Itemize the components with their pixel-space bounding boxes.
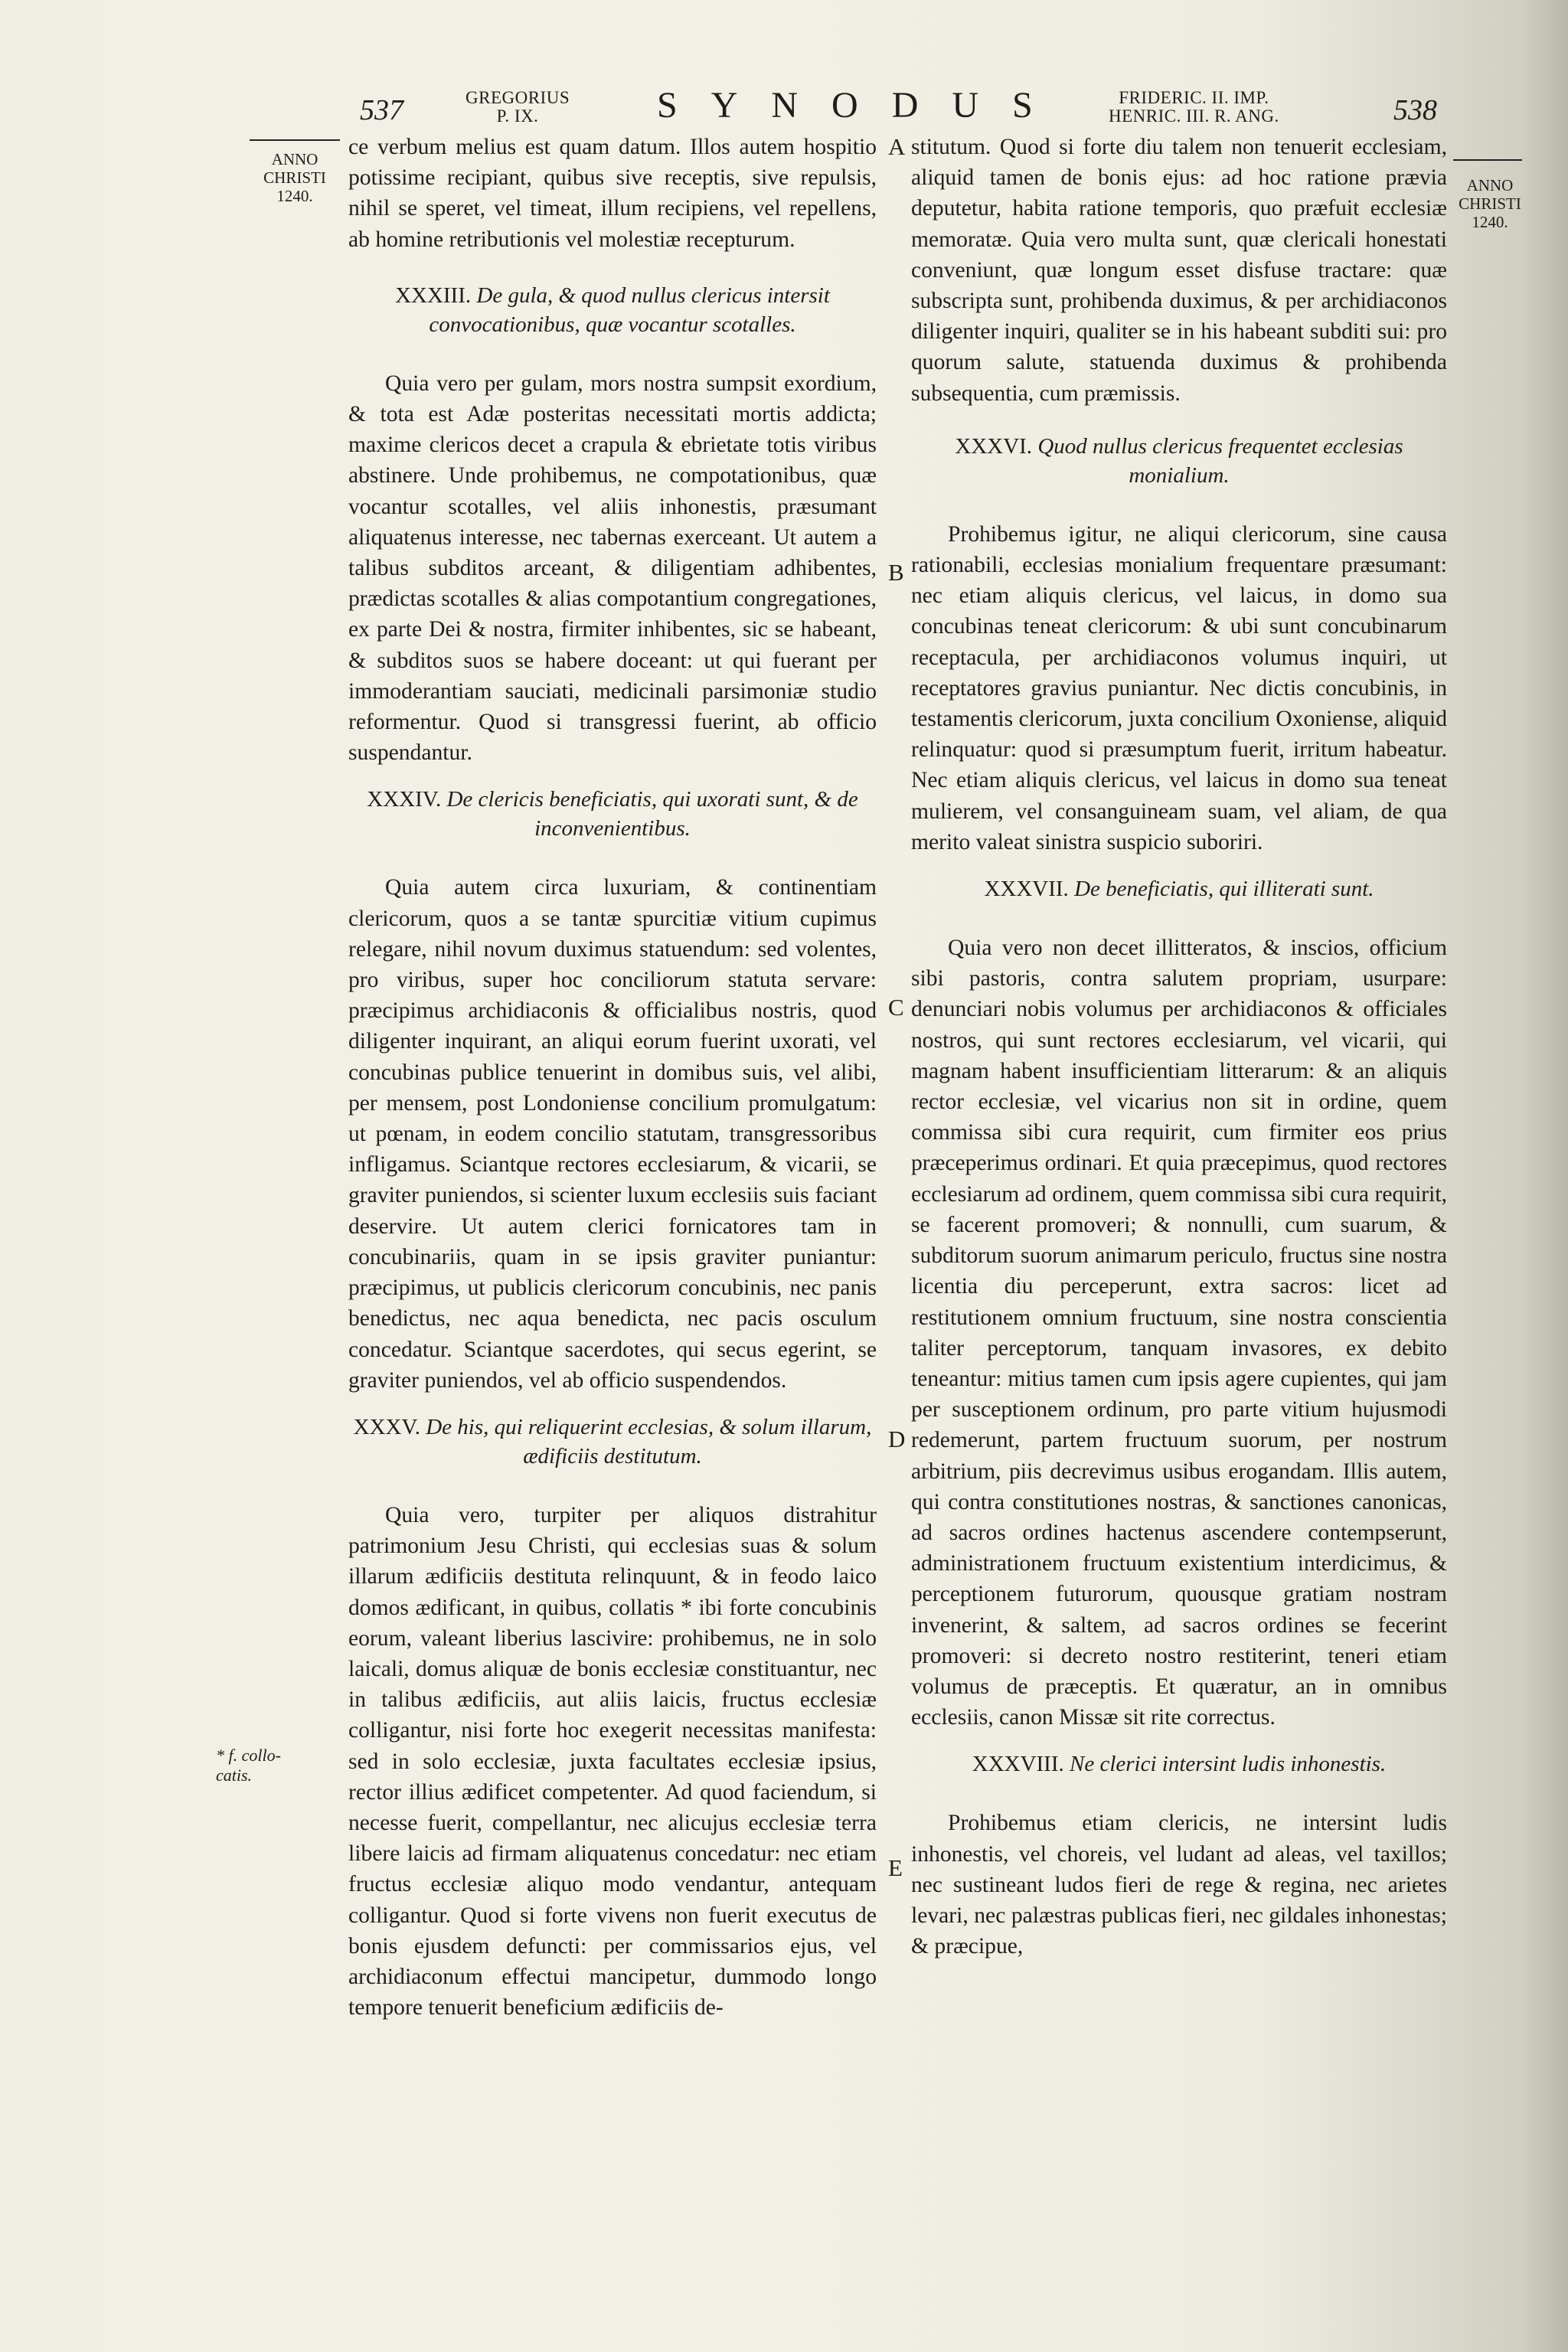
- chapter-body-35: Quia vero, turpiter per aliquos distrahitur patrimonium Jesu Christi, qui ecclesias suas & solum illarum ædificiis destituta relinquunt, & in feodo laico domos ædificant, in quibus, collatis * ibi forte concubinis eorum, valeant liberius lascivire: prohibemus, ne in solo laicali, domus aliquæ de bonis ecclesiæ constituantur, nec in talibus ædificiis, aut aliis laicis, fructus ecclesiæ colligantur, nisi forte hoc exegerit necessitas manifesta: sed in solo ecclesiæ, juxta facultates ecclesiæ ipsius, rector illius ædificet competenter. Ad quod faciendum, si necesse fuerit, compellantur, nec alicujus ecclesiæ terra libere laicis ad firmam aliquatenus concedatur: nec etiam fructus ecclesiæ aliquo modo vendantur, antequam colligantur. Quod si forte vivens non fuerit executus de bonis ejusdem defuncti: per commissarios ejus, vel archidiaconum effectui mancipetur, dummodo longo tempore tenuerit beneficium ædificiis de-: [348, 1502, 877, 2020]
- section-letter-e: E: [888, 1854, 903, 1881]
- margin-anno: ANNO: [1466, 176, 1514, 194]
- marginal-note-line: catis.: [216, 1766, 253, 1785]
- chapter-body-36: Prohibemus igitur, ne aliqui clericorum, sine causa rationabili, ecclesias monialium frequentare præsumant: nec etiam aliquis clericus, vel laicus, in domo sua concubinas teneat clericorum: & ubi sunt concubinarum receptacula, per archidiaconos volumus inquiri, ut receptatores gravius puniantur. Nec dictis concubinis, in testamentis clericorum, juxta concilium Oxoniense, aliquid relinquatur: quod si præsumptum fuerit, irritum habeatur. Nec etiam aliquis clericus, vel laicus in domo sua teneat mulierem, vel consanguineam suam, vel aliam, de qua merito valeat sinistra suspicio suboriri.: [911, 521, 1447, 854]
- header-pope-number: P. IX.: [496, 106, 539, 126]
- running-header: [0, 83, 1568, 138]
- header-pope-name: GREGORIUS: [466, 88, 570, 107]
- chapter-heading-38: [911, 1749, 1447, 1779]
- header-pope: [466, 89, 570, 126]
- chapter-body-33: Quia vero per gulam, mors nostra sumpsit exordium, & tota est Adæ posteritas necessitati mortis addicta; maxime clericos decet a crapula & ebrietate totis viribus abstinere. Unde prohibemus, ne compotationibus, quæ vocantur scotalles, vel aliis inhonestis, præsumant aliquatenus interesse, nec tabernas exerceant. Ut autem a talibus subditos arceant, & diligentiam adhibentes, prædictas scotalles & alias compotantium congregationes, ex parte Dei & nostra, firmiter inhibentes, sic se habeant, & subditos suos se habere doceant: ut qui fuerant per immoderantiam sauciati, medicinali parsimoniæ studio reformentur. Quod si transgressi fuerint, ab officio suspendantur.: [348, 371, 877, 766]
- year-margin-left: [250, 150, 340, 205]
- chapter-heading-34: [348, 785, 877, 843]
- chapter-title: De clericis beneficiatis, qui uxorati sunt, & de inconvenientibus.: [446, 787, 858, 841]
- chapter-title: De gula, & quod nullus clericus intersit convocationibus, quæ vocantur scotalles.: [429, 283, 830, 337]
- section-letter-d: D: [888, 1426, 906, 1452]
- margin-rule-left: [250, 139, 340, 141]
- section-letter-c: C: [888, 994, 904, 1021]
- page-number-right: 538: [1393, 94, 1437, 126]
- margin-anno: ANNO: [271, 150, 318, 168]
- chapter-number: XXXIV.: [367, 787, 442, 812]
- chapter-number: XXXV.: [353, 1414, 420, 1439]
- chapter-title: Ne clerici intersint ludis inhonestis.: [1070, 1752, 1387, 1777]
- margin-christi: CHRISTI: [263, 168, 326, 187]
- header-title: SYNODUS: [657, 85, 1067, 126]
- chapter-heading-33: [348, 281, 877, 339]
- continued-text: stitutum. Quod si forte diu talem non tenuerit ecclesiam, aliquid tamen de bonis ejus: ad hoc ratione prævia deputetur, habita ratione temporis, quo præfuit ecclesiæ memoratæ. Quia vero multa sunt, quæ clericali honestati conveniunt, quæ longum esset disfuse tractare: quæ subscripta sunt, prohibenda duximus, & per archidiaconos diligenter inquiri, qualiter se in his habeant subditi sui: pro quorum salute, statuenda duximus & prohibenda subsequentia, cum præmissis.: [911, 135, 1447, 406]
- section-letter-b: B: [888, 559, 904, 586]
- chapter-heading-36: [911, 432, 1447, 490]
- section-letter-a: A: [888, 133, 906, 160]
- page-number-left: 537: [360, 94, 403, 126]
- chapter-number: XXXIII.: [395, 283, 472, 308]
- marginal-note-line: * f. collo-: [216, 1746, 281, 1765]
- chapter-title: De beneficiatis, qui illiterati sunt.: [1074, 877, 1374, 902]
- right-column: [911, 132, 1447, 1962]
- chapter-body-38: Prohibemus etiam clericis, ne intersint ludis inhonestis, vel choreis, vel ludant ad aleas, vel taxillos; nec sustineant ludos fieri de rege & regina, nec arietes levari, nec palæstras publicas fieri, nec gildales inhonestas; & præcipue,: [911, 1811, 1447, 1959]
- chapter-number: XXXVI.: [955, 433, 1033, 459]
- continued-text: ce verbum melius est quam datum. Illos autem hospitio potissime recipiant, quibus sive receptis, sive repulsis, nihil se speret, vel timeat, illum recipiens, vel repellens, ab homine retributionis vel molestiæ recepturum.: [348, 135, 877, 252]
- left-column: [348, 132, 877, 2023]
- margin-year: 1240.: [1472, 213, 1508, 231]
- header-emperor: FRIDERIC. II. IMP.: [1119, 88, 1269, 107]
- margin-year: 1240.: [276, 187, 313, 205]
- chapter-title: Quod nullus clericus frequentet ecclesias monialium.: [1037, 433, 1403, 488]
- header-rulers: [1109, 89, 1279, 126]
- marginal-note: [216, 1746, 281, 1785]
- chapter-heading-35: [348, 1413, 877, 1471]
- year-margin-right: [1453, 176, 1527, 231]
- chapter-title: De his, qui reliquerint ecclesias, & solum illarum, ædificiis destitutum.: [426, 1414, 872, 1468]
- margin-christi: CHRISTI: [1459, 194, 1521, 213]
- chapter-number: XXXVII.: [984, 877, 1069, 902]
- header-king: HENRIC. III. R. ANG.: [1109, 106, 1279, 126]
- chapter-heading-37: [911, 874, 1447, 903]
- margin-rule-right: [1453, 159, 1522, 161]
- chapter-body-34: Quia autem circa luxuriam, & continentiam clericorum, quos a se tantæ spurcitiæ vitium cupimus relegare, nihil novum duximus statuendum: sed volentes, pro viribus, super hoc conciliorum statuta servare: præcipimus archidiaconis & officialibus nostris, quod diligenter inquirant, an aliqui eorum fuerint uxorati, vel concubinas publice tenuerint in domibus suis, vel alibi, per mensem, post Londoniense concilium promulgatum: ut pœnam, in eodem concilio statutam, transgressoribus infligamus. Sciantque rectores ecclesiarum, & vicarii, se graviter puniendos, si scienter luxum ecclesiis suis faciant deservire. Ut autem clerici fornicatores tam in concubinariis, quam in se ipsis graviter puniantur: præcipimus, ut publicis clericorum concubinis, nec panis benedictus, nec aqua benedicta, nec pacis osculum concedatur. Sciantque sacerdotes, qui secus egerint, se graviter puniendos, vel ab officio suspendendos.: [348, 875, 877, 1393]
- chapter-body-37: Quia vero non decet illitteratos, & inscios, officium sibi pastoris, contra salutem propriam, usurpare: denunciari nobis volumus per archidiaconos & officiales nostros, qui sunt rectores ecclesiarum, vel vicarii, qui magnam habent insufficientiam litterarum: & an aliquis rector ecclesiæ, vel vicarius non sit in ordine, quem commissa sibi cura requirit, cum firmiter eos prius præceperimus ordinari. Et quia præcepimus, quod rectores ecclesiarum ad ordinem, quem commissa sibi cura requirit, se facerent promoveri; & nonnulli, cum suarum, & subditorum suorum animarum periculo, fructus sine nostra licentia diu perceperunt, extra sacros: licet ad restitutionem omnium fructuum, sine nostra conscientia taliter perceptorum, tanquam invasores, ex debito teneantur: mitius tamen cum ipsis agere cupientes, qui jam per susceptionem ordinum, pro parte vitium hujusmodi redemerunt, partem fructuum suorum, per nostrum arbitrium, piis decrevimus usibus erogandam. Illis autem, qui contra constitutiones nostras, & sanctiones canonicas, ad sacros ordines hactenus ascendere contempserunt, administrationem fructuum existentium interdicimus, & perceptionem futurorum, quousque gratiam nostram invenerint, & saltem, ad sacros ordines se fecerint promoveri: si decreto nostro restiterint, teneri etiam volumus de præceptis. Et quæratur, an in omnibus ecclesiis, canon Missæ sit rite correctus.: [911, 936, 1447, 1730]
- chapter-number: XXXVIII.: [972, 1752, 1064, 1777]
